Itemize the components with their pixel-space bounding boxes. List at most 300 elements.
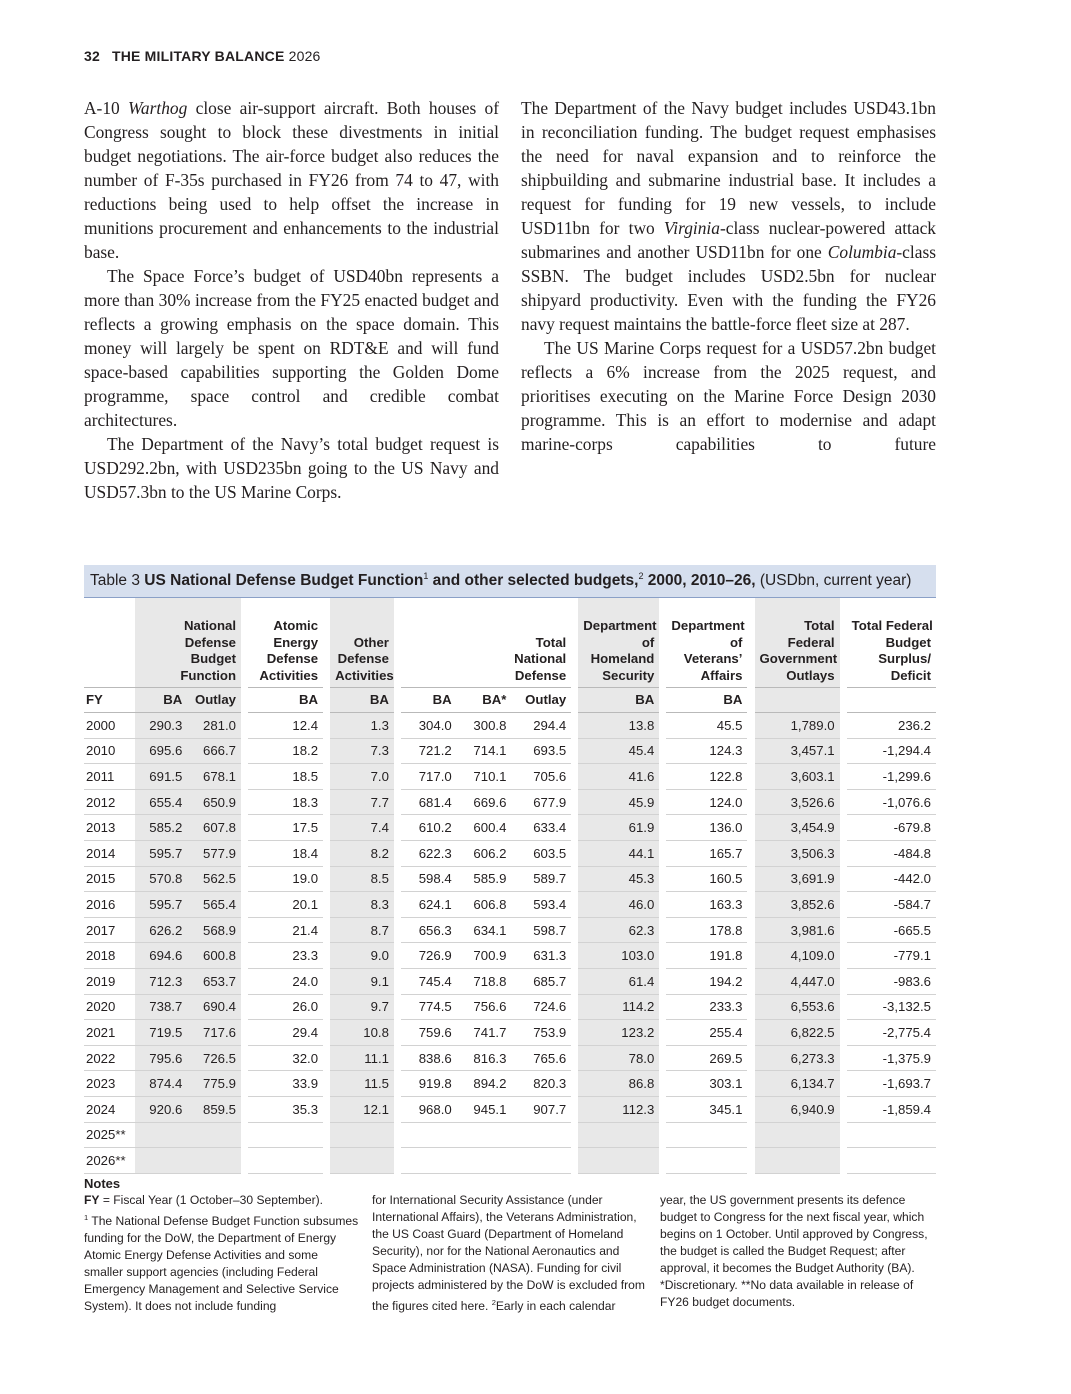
value-cell: 345.1 [666,1096,747,1122]
value-cell: 160.5 [666,866,747,892]
header-line: Defense [337,651,389,666]
value-cell: 666.7 [187,738,241,764]
outlay-header: Outlay [187,688,241,713]
value-cell [330,1122,394,1148]
value-cell: 907.7 [511,1096,571,1122]
notes-column-3: year, the US government presents its defence budget to Congress for the next fiscal year, which begins on 1 October. Until approved by Congress, the budget is called the Budget Request; after approval, it becomes the Budget Authority (BA). *Discretionary. **No data available in release of FY26 budget documents. [660,1193,928,1309]
value-cell: -2,775.4 [847,1020,936,1046]
value-cell: 595.7 [135,892,188,918]
value-cell [248,1122,323,1148]
value-cell [755,1122,840,1148]
value-cell: 12.4 [248,713,323,739]
value-cell: 8.3 [330,892,394,918]
value-cell: 690.4 [187,994,241,1020]
value-cell: 194.2 [666,968,747,994]
value-cell: 565.4 [187,892,241,918]
value-cell: 165.7 [666,840,747,866]
value-cell: 78.0 [578,1045,659,1071]
value-cell: -1,299.6 [847,764,936,790]
fiscal-year-cell: 2000 [84,713,135,739]
header-line: Total Federal [851,618,933,633]
table-row [84,789,936,815]
fiscal-year-cell: 2019 [84,968,135,994]
value-cell: 653.7 [187,968,241,994]
fiscal-year-cell: 2016 [84,892,135,918]
header-line: Outlays [786,667,835,683]
table-row [84,1020,936,1046]
value-cell: 9.7 [330,994,394,1020]
value-cell: 10.8 [330,1020,394,1046]
value-cell: 18.2 [248,738,323,764]
value-cell [847,1122,936,1148]
value-cell [511,1122,571,1148]
value-cell: 719.5 [135,1020,188,1046]
header-line: Federal [787,634,835,650]
table-row [84,815,936,841]
value-cell: 112.3 [578,1096,659,1122]
fiscal-year-cell: 2021 [84,1020,135,1046]
value-cell: 233.3 [666,994,747,1020]
value-cell: 44.1 [578,840,659,866]
header-line: Defense [266,651,319,666]
table-row [84,866,936,892]
value-cell: 20.1 [248,892,323,918]
value-cell: 122.8 [666,764,747,790]
value-cell: -3,132.5 [847,994,936,1020]
value-cell: 968.0 [401,1096,457,1122]
value-cell: 13.8 [578,713,659,739]
value-cell: 795.6 [135,1045,188,1071]
header-line: Veterans’ [683,651,743,666]
header-line: Homeland [590,651,655,666]
value-cell: 4,447.0 [755,968,840,994]
value-cell: 603.5 [511,840,571,866]
notes-column-2: for International Security Assistance (under International Affairs), the Veterans Administration, the US Coast Guard (Department of Homeland Security), nor for the National Aeronautics and Space Administration (NASA). Funding for civil projects administered by the DoW is excluded from the figures cited here. $^2$Early in each calendar [372,1193,645,1314]
value-cell: 677.9 [511,789,571,815]
table-row [84,1096,936,1122]
value-cell: 6,553.6 [755,994,840,1020]
value-cell: 610.2 [401,815,457,841]
value-cell: 6,134.7 [755,1071,840,1097]
value-cell: -442.0 [847,866,936,892]
value-cell: 568.9 [187,917,241,943]
header-line: Other [353,634,389,650]
value-cell: -1,859.4 [847,1096,936,1122]
fiscal-year-cell: 2015 [84,866,135,892]
value-cell: 294.4 [511,713,571,739]
value-cell: 1.3 [330,713,394,739]
value-cell: 178.8 [666,917,747,943]
value-cell: 700.9 [457,943,512,969]
value-cell: 741.7 [457,1020,512,1046]
value-cell: 3,691.9 [755,866,840,892]
value-cell: 45.5 [666,713,747,739]
value-cell: -983.6 [847,968,936,994]
value-cell: 874.4 [135,1071,188,1097]
header-line: Defense [514,667,567,683]
value-cell: -584.7 [847,892,936,918]
value-cell: 45.3 [578,866,659,892]
value-cell: 726.5 [187,1045,241,1071]
header-dhs [578,598,659,688]
value-cell: 8.2 [330,840,394,866]
header-aeda [248,598,323,688]
value-cell: 281.0 [187,713,241,739]
value-cell: -484.8 [847,840,936,866]
table-caption: Table 3 US National Defense Budget Function$^1$ and other selected budgets,$^2$ 2000, 2010–26, (USDbn, current year) [84,565,936,598]
value-cell: -1,076.6 [847,789,936,815]
header-line: Activities [335,667,394,683]
header-line: Department [583,618,657,633]
body-column-left [84,96,499,504]
value-cell: 691.5 [135,764,188,790]
ba-header: BA [666,688,747,713]
value-cell: 600.4 [457,815,512,841]
header-tnd [401,598,571,688]
value-cell: 18.3 [248,789,323,815]
running-header [84,48,321,64]
header-ndbf [135,598,241,688]
paragraph: A-10 Warthog close air-support aircraft. Both houses of Congress sought to block these divestments in initial budget negotiations. The air-force budget also reduces the number of F-35s purchased in FY26 from 74 to 47, with reductions being used to help offset the increase in munitions procurement and enhancements to the industrial base. [84,98,499,262]
value-cell [578,1122,659,1148]
value-cell: 717.6 [187,1020,241,1046]
value-cell: 3,457.1 [755,738,840,764]
table-row [84,840,936,866]
value-cell: 24.0 [248,968,323,994]
value-cell: 62.3 [578,917,659,943]
header-oda [330,598,394,688]
value-cell: 303.1 [666,1071,747,1097]
value-cell: 820.3 [511,1071,571,1097]
value-cell [755,1148,840,1174]
value-cell [666,1122,747,1148]
value-cell: 3,454.9 [755,815,840,841]
fiscal-year-cell: 2025** [84,1122,135,1148]
value-cell: 7.4 [330,815,394,841]
value-cell [187,1148,241,1174]
value-cell: 634.1 [457,917,512,943]
value-cell: 304.0 [401,713,457,739]
value-cell: 765.6 [511,1045,571,1071]
value-cell: 598.4 [401,866,457,892]
page-number: 32 [84,48,100,64]
value-cell: 655.4 [135,789,188,815]
value-cell: 269.5 [666,1045,747,1071]
value-cell [401,1122,457,1148]
value-cell: 11.1 [330,1045,394,1071]
paragraph: The Space Force’s budget of USD40bn represents a more than 30% increase from the FY25 enacted budget and reflects a growing emphasis on the space domain. This money will largely be spent on RDT&E and will fund space-based capabilities supporting the Golden Dome programme, space control and credible combat architectures. [84,266,499,430]
value-cell: 745.4 [401,968,457,994]
value-cell: 585.2 [135,815,188,841]
value-cell: 693.5 [511,738,571,764]
table-row [84,994,936,1020]
header-line: Affairs [700,667,743,683]
fiscal-year-cell: 2018 [84,943,135,969]
table-row [84,968,936,994]
fiscal-year-cell: 2023 [84,1071,135,1097]
value-cell: 631.3 [511,943,571,969]
value-cell: 694.6 [135,943,188,969]
header-line: Government [759,651,838,666]
value-cell: -665.5 [847,917,936,943]
fiscal-year-cell: 2026** [84,1148,135,1174]
fiscal-year-cell: 2011 [84,764,135,790]
value-cell: -1,693.7 [847,1071,936,1097]
value-cell: 124.3 [666,738,747,764]
table-group-header [84,598,936,688]
paragraph: The US Marine Corps request for a USD57.2bn budget reflects a 6% increase from the 2025 request, and prioritises executing on the Marine Force Design 2030 programme. This is an effort to modernise and adapt marine-corps capabilities to future [521,338,936,454]
notes-column-1: FY = Fiscal Year (1 October–30 September). $^1$ The National Defense Budget Function subsumes funding for the DoW, the Department of Energy Atomic Energy Defense Activities and some smaller support agencies (including Federal Emergency Management and Selective Service System). It does not include funding [84,1193,359,1314]
header-line: National [183,618,237,633]
value-cell: 123.2 [578,1020,659,1046]
value-cell: 721.2 [401,738,457,764]
value-cell: 3,981.6 [755,917,840,943]
value-cell [401,1148,457,1174]
value-cell: 6,822.5 [755,1020,840,1046]
paragraph: The Department of the Navy budget includes USD43.1bn in reconciliation funding. The budget request emphasises the need for naval expansion and to reinforce the shipbuilding and submarine industrial base. It includes a request for funding for 19 new vessels, to include USD11bn for two Virginia-class nuclear-powered attack submarines and another USD11bn for one Columbia-class SSBN. The budget includes USD2.5bn for nuclear shipyard productivity. Even with the funding the FY26 navy request maintains the battle-force fleet size at 287. [521,98,936,334]
fiscal-year-cell: 2012 [84,789,135,815]
value-cell [330,1148,394,1174]
value-cell: 136.0 [666,815,747,841]
value-cell: 9.1 [330,968,394,994]
table-row [84,917,936,943]
value-cell: 3,603.1 [755,764,840,790]
table-sub-header [84,688,936,713]
value-cell: 633.4 [511,815,571,841]
value-cell: 624.1 [401,892,457,918]
table-row [84,1122,936,1148]
value-cell: 33.9 [248,1071,323,1097]
value-cell: 8.7 [330,917,394,943]
value-cell: 300.8 [457,713,512,739]
body-column-right [521,96,936,456]
value-cell: 775.9 [187,1071,241,1097]
value-cell: 1,789.0 [755,713,840,739]
ba-header: BA [578,688,659,713]
value-cell: 589.7 [511,866,571,892]
header-line: Defense [184,634,237,650]
value-cell: 191.8 [666,943,747,969]
outlay-header: Outlay [511,688,571,713]
ba-header: BA [330,688,394,713]
header-line: Department [671,618,745,633]
value-cell: 607.8 [187,815,241,841]
value-cell [511,1148,571,1174]
value-cell: 681.4 [401,789,457,815]
value-cell: 114.2 [578,994,659,1020]
value-cell: 714.1 [457,738,512,764]
value-cell: 124.0 [666,789,747,815]
value-cell: 23.3 [248,943,323,969]
header-line: Atomic [273,618,319,633]
value-cell: 606.2 [457,840,512,866]
value-cell: 18.5 [248,764,323,790]
value-cell: 11.5 [330,1071,394,1097]
value-cell: 705.6 [511,764,571,790]
value-cell: -779.1 [847,943,936,969]
value-cell: 562.5 [187,866,241,892]
value-cell: 650.9 [187,789,241,815]
value-cell: 710.1 [457,764,512,790]
value-cell: 6,940.9 [755,1096,840,1122]
value-cell: 669.6 [457,789,512,815]
table-row [84,1045,936,1071]
value-cell: 593.4 [511,892,571,918]
value-cell: 626.2 [135,917,188,943]
ba-star-header: BA* [457,688,512,713]
table-row [84,1071,936,1097]
table-body [84,713,936,1174]
header-line: Security [602,667,655,683]
value-cell [457,1122,512,1148]
header-line: Activities [259,667,319,683]
value-cell: -679.8 [847,815,936,841]
fiscal-year-cell: 2010 [84,738,135,764]
value-cell: 606.8 [457,892,512,918]
value-cell [248,1148,323,1174]
value-cell: 577.9 [187,840,241,866]
value-cell: 26.0 [248,994,323,1020]
value-cell: 45.9 [578,789,659,815]
value-cell [135,1122,188,1148]
value-cell: 6,273.3 [755,1045,840,1071]
table-row [84,892,936,918]
value-cell: 894.2 [457,1071,512,1097]
value-cell: 774.5 [401,994,457,1020]
value-cell: 678.1 [187,764,241,790]
value-cell: 9.0 [330,943,394,969]
value-cell [847,1148,936,1174]
header-tfbs [847,598,936,688]
value-cell [578,1148,659,1174]
table-row [84,713,936,739]
budget-table [84,565,936,1174]
header-line: Surplus/ [878,651,931,666]
value-cell: 695.6 [135,738,188,764]
fiscal-year-cell: 2024 [84,1096,135,1122]
value-cell: 19.0 [248,866,323,892]
header-dva [666,598,747,688]
value-cell: 656.3 [401,917,457,943]
notes-title: Notes [84,1176,121,1191]
value-cell: 738.7 [135,994,188,1020]
table-row [84,738,936,764]
header-line: of [729,634,743,650]
value-cell: 7.7 [330,789,394,815]
value-cell: 290.3 [135,713,188,739]
table-row [84,943,936,969]
value-cell: 61.4 [578,968,659,994]
data-table [84,598,936,1174]
value-cell: 29.4 [248,1020,323,1046]
value-cell: 45.4 [578,738,659,764]
fy-header: FY [84,688,135,713]
header-line: Deficit [890,667,931,683]
value-cell: 726.9 [401,943,457,969]
value-cell: 712.3 [135,968,188,994]
fiscal-year-cell: 2013 [84,815,135,841]
value-cell: -1,294.4 [847,738,936,764]
header-line: Budget [190,651,237,666]
value-cell [457,1148,512,1174]
value-cell: 236.2 [847,713,936,739]
value-cell: -1,375.9 [847,1045,936,1071]
publication-title: THE MILITARY BALANCE [111,48,285,64]
value-cell: 3,852.6 [755,892,840,918]
ba-header: BA [248,688,323,713]
value-cell: 595.7 [135,840,188,866]
value-cell: 945.1 [457,1096,512,1122]
value-cell: 759.6 [401,1020,457,1046]
value-cell: 86.8 [578,1071,659,1097]
value-cell [187,1122,241,1148]
header-line: Budget [885,634,931,650]
fiscal-year-cell: 2014 [84,840,135,866]
value-cell: 756.6 [457,994,512,1020]
value-cell: 61.9 [578,815,659,841]
value-cell: 718.8 [457,968,512,994]
value-cell: 7.0 [330,764,394,790]
header-line: of [641,634,655,650]
value-cell: 103.0 [578,943,659,969]
header-line: National [514,651,567,666]
fiscal-year-cell: 2022 [84,1045,135,1071]
value-cell: 753.9 [511,1020,571,1046]
value-cell: 717.0 [401,764,457,790]
value-cell: 622.3 [401,840,457,866]
value-cell: 685.7 [511,968,571,994]
ba-header: BA [135,688,188,713]
header-tfgo [755,598,840,688]
table-row [84,1148,936,1174]
value-cell: 920.6 [135,1096,188,1122]
value-cell: 3,506.3 [755,840,840,866]
value-cell: 17.5 [248,815,323,841]
value-cell: 838.6 [401,1045,457,1071]
value-cell [666,1148,747,1174]
value-cell [135,1148,188,1174]
value-cell: 859.5 [187,1096,241,1122]
header-line: Total [804,618,835,633]
fiscal-year-cell: 2020 [84,994,135,1020]
table-notes [84,1175,936,1315]
ba-header: BA [401,688,457,713]
value-cell: 570.8 [135,866,188,892]
table-row [84,764,936,790]
paragraph: The Department of the Navy’s total budget request is USD292.2bn, with USD235bn going to the US Navy and USD57.3bn to the US Marine Corps. [84,434,499,502]
header-line: Function [180,667,237,683]
value-cell: 724.6 [511,994,571,1020]
value-cell: 600.8 [187,943,241,969]
publication-year: 2026 [288,48,321,64]
value-cell: 598.7 [511,917,571,943]
header-line: Total [535,634,567,650]
value-cell: 46.0 [578,892,659,918]
value-cell: 3,526.6 [755,789,840,815]
value-cell: 12.1 [330,1096,394,1122]
value-cell: 585.9 [457,866,512,892]
value-cell: 4,109.0 [755,943,840,969]
value-cell: 21.4 [248,917,323,943]
value-cell: 41.6 [578,764,659,790]
value-cell: 32.0 [248,1045,323,1071]
value-cell: 919.8 [401,1071,457,1097]
value-cell: 163.3 [666,892,747,918]
value-cell: 255.4 [666,1020,747,1046]
value-cell: 18.4 [248,840,323,866]
fiscal-year-cell: 2017 [84,917,135,943]
value-cell: 7.3 [330,738,394,764]
